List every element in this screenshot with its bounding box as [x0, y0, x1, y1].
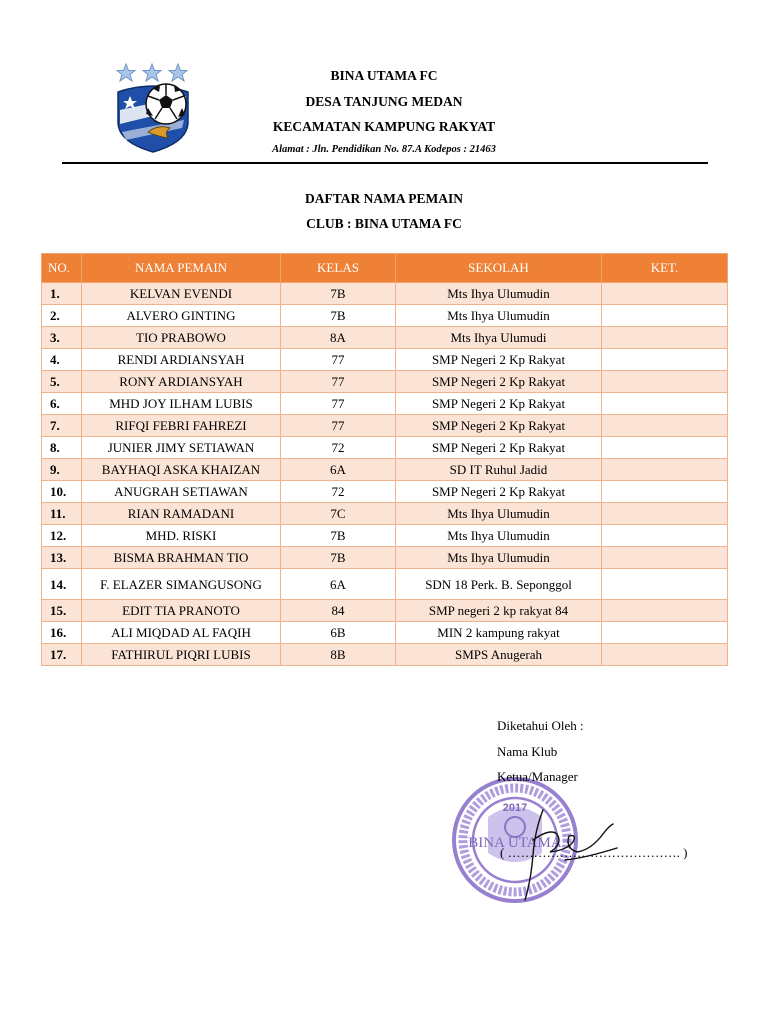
cell-name: ALVERO GINTING: [82, 305, 281, 327]
cell-no: 2.: [42, 305, 82, 327]
table-row: [42, 600, 728, 622]
cell-sekolah: Mts Ihya Ulumudin: [396, 305, 602, 327]
cell-kelas: 6A: [281, 569, 396, 600]
table-row: [42, 644, 728, 666]
club-address: Alamat : Jln. Pendidikan No. 87.A Kodepos : 21463: [272, 144, 496, 155]
cell-no: 10.: [42, 481, 82, 503]
cell-ket: [602, 393, 728, 415]
table-row: [42, 327, 728, 349]
cell-kelas: 72: [281, 437, 396, 459]
cell-ket: [602, 503, 728, 525]
cell-sekolah: SMPS Anugerah: [396, 644, 602, 666]
table-header-row: [42, 254, 728, 283]
village-name: DESA TANJUNG MEDAN: [305, 94, 463, 109]
cell-sekolah: SMP Negeri 2 Kp Rakyat: [396, 349, 602, 371]
cell-sekolah: MIN 2 kampung rakyat: [396, 622, 602, 644]
stamp-label: BINA UTAMA: [468, 835, 562, 851]
cell-no: 15.: [42, 600, 82, 622]
cell-ket: [602, 283, 728, 305]
cell-sekolah: SMP Negeri 2 Kp Rakyat: [396, 371, 602, 393]
cell-name: ANUGRAH SETIAWAN: [82, 481, 281, 503]
cell-kelas: 77: [281, 415, 396, 437]
district-name: KECAMATAN KAMPUNG RAKYAT: [272, 119, 496, 134]
table-row: [42, 525, 728, 547]
cell-name: F. ELAZER SIMANGUSONG: [82, 569, 281, 600]
stamp-year: 2017: [502, 802, 528, 814]
cell-no: 6.: [42, 393, 82, 415]
cell-no: 11.: [42, 503, 82, 525]
cell-kelas: 6B: [281, 622, 396, 644]
cell-name: RENDI ARDIANSYAH: [82, 349, 281, 371]
cell-name: TIO PRABOWO: [82, 327, 281, 349]
cell-sekolah: SMP Negeri 2 Kp Rakyat: [396, 437, 602, 459]
cell-kelas: 8B: [281, 644, 396, 666]
table-row: [42, 569, 728, 600]
cell-kelas: 7B: [281, 283, 396, 305]
cell-name: BAYHAQI ASKA KHAIZAN: [82, 459, 281, 481]
cell-kelas: 7B: [281, 547, 396, 569]
cell-name: KELVAN EVENDI: [82, 283, 281, 305]
cell-ket: [602, 349, 728, 371]
cell-kelas: 7B: [281, 525, 396, 547]
table-row: [42, 437, 728, 459]
signatory-name-line: ( …………………………………. ): [500, 845, 688, 860]
cell-no: 16.: [42, 622, 82, 644]
cell-sekolah: SMP Negeri 2 Kp Rakyat: [396, 393, 602, 415]
player-roster-table: [41, 253, 728, 666]
cell-sekolah: SMP Negeri 2 Kp Rakyat: [396, 415, 602, 437]
cell-no: 12.: [42, 525, 82, 547]
column-header-sekolah: SEKOLAH: [396, 254, 602, 283]
cell-kelas: 72: [281, 481, 396, 503]
column-header-name: NAMA PEMAIN: [82, 254, 281, 283]
document-subtitle: CLUB : BINA UTAMA FC: [306, 216, 462, 231]
cell-kelas: 77: [281, 393, 396, 415]
cell-no: 17.: [42, 644, 82, 666]
cell-ket: [602, 622, 728, 644]
cell-name: MHD JOY ILHAM LUBIS: [82, 393, 281, 415]
club-label: Nama Klub: [497, 744, 558, 759]
table-row: [42, 305, 728, 327]
table-row: [42, 283, 728, 305]
header-divider: [62, 162, 708, 164]
cell-sekolah: SD IT Ruhul Jadid: [396, 459, 602, 481]
cell-no: 14.: [42, 569, 82, 600]
cell-no: 9.: [42, 459, 82, 481]
cell-no: 4.: [42, 349, 82, 371]
cell-sekolah: Mts Ihya Ulumudin: [396, 525, 602, 547]
cell-name: RIFQI FEBRI FAHREZI: [82, 415, 281, 437]
cell-ket: [602, 459, 728, 481]
table-row: [42, 371, 728, 393]
cell-ket: [602, 371, 728, 393]
table-row: [42, 393, 728, 415]
cell-sekolah: SMP Negeri 2 Kp Rakyat: [396, 481, 602, 503]
cell-sekolah: Mts Ihya Ulumudin: [396, 547, 602, 569]
cell-no: 5.: [42, 371, 82, 393]
cell-name: ALI MIQDAD AL FAQIH: [82, 622, 281, 644]
handwritten-signature-icon: [495, 800, 625, 910]
club-crest-icon: [108, 62, 200, 154]
cell-ket: [602, 415, 728, 437]
table-row: [42, 459, 728, 481]
cell-ket: [602, 437, 728, 459]
cell-ket: [602, 525, 728, 547]
table-row: [42, 481, 728, 503]
cell-ket: [602, 327, 728, 349]
column-header-kelas: KELAS: [281, 254, 396, 283]
cell-name: RONY ARDIANSYAH: [82, 371, 281, 393]
cell-ket: [602, 305, 728, 327]
cell-no: 1.: [42, 283, 82, 305]
document-title: DAFTAR NAMA PEMAIN: [305, 191, 463, 206]
role-label: Ketua/Manager: [497, 769, 578, 784]
cell-no: 8.: [42, 437, 82, 459]
cell-name: JUNIER JIMY SETIAWAN: [82, 437, 281, 459]
column-header-ket: KET.: [602, 254, 728, 283]
cell-sekolah: SDN 18 Perk. B. Seponggol: [396, 569, 602, 600]
cell-no: 3.: [42, 327, 82, 349]
table-row: [42, 547, 728, 569]
cell-name: EDIT TIA PRANOTO: [82, 600, 281, 622]
cell-ket: [602, 547, 728, 569]
table-row: [42, 415, 728, 437]
cell-kelas: 77: [281, 349, 396, 371]
cell-ket: [602, 569, 728, 600]
cell-sekolah: Mts Ihya Ulumudin: [396, 503, 602, 525]
cell-kelas: 84: [281, 600, 396, 622]
cell-name: BISMA BRAHMAN TIO: [82, 547, 281, 569]
cell-kelas: 77: [281, 371, 396, 393]
cell-sekolah: SMP negeri 2 kp rakyat 84: [396, 600, 602, 622]
table-row: [42, 622, 728, 644]
cell-name: FATHIRUL PIQRI LUBIS: [82, 644, 281, 666]
table-row: [42, 503, 728, 525]
cell-name: RIAN RAMADANI: [82, 503, 281, 525]
cell-kelas: 6A: [281, 459, 396, 481]
club-name: BINA UTAMA FC: [330, 68, 438, 83]
cell-ket: [602, 481, 728, 503]
table-row: [42, 349, 728, 371]
cell-no: 7.: [42, 415, 82, 437]
cell-no: 13.: [42, 547, 82, 569]
cell-kelas: 7B: [281, 305, 396, 327]
cell-ket: [602, 644, 728, 666]
cell-sekolah: Mts Ihya Ulumudi: [396, 327, 602, 349]
cell-kelas: 7C: [281, 503, 396, 525]
column-header-no: NO.: [42, 254, 82, 283]
cell-ket: [602, 600, 728, 622]
cell-kelas: 8A: [281, 327, 396, 349]
cell-name: MHD. RISKI: [82, 525, 281, 547]
cell-sekolah: Mts Ihya Ulumudin: [396, 283, 602, 305]
acknowledged-label: Diketahui Oleh :: [497, 718, 584, 733]
